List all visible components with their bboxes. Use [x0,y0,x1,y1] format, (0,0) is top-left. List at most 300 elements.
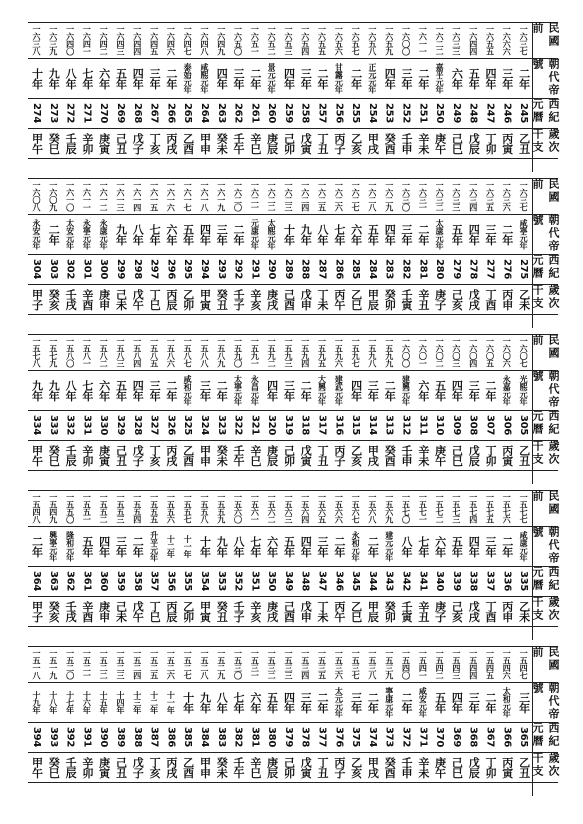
reign-year-cell [465,58,482,98]
ganzhi-cell [482,752,499,782]
minguo-year-text: 一五八九 [216,337,227,367]
minguo-year-text: 一五三二 [267,649,278,679]
ganzhi-cell [330,128,347,158]
reign-year-cell [45,682,62,722]
year-column [297,646,314,796]
reign-year-cell [112,370,129,410]
ad-year-cell [314,566,331,596]
minguo-year-text: 一五五七 [183,493,194,523]
ad-year-text: 281 [417,259,429,279]
minguo-year-cell [330,22,347,58]
reign-year-text: 二年 [232,223,246,245]
year-column [246,22,263,172]
ad-year-text: 284 [366,259,378,279]
reign-year-cell [246,370,263,410]
ganzhi-cell [414,128,431,158]
ad-year-cell [498,566,515,596]
ad-year-cell [196,566,213,596]
ganzhi-cell [45,284,62,314]
ad-year-cell [515,722,532,752]
ad-year-cell [78,410,95,440]
year-column [414,334,431,484]
reign-year-cell [162,214,179,254]
minguo-year-text: 一五八七 [183,337,194,367]
minguo-year-text: 一五六五 [317,493,328,523]
ganzhi-text: 丁卯 [484,444,497,466]
ad-year-text: 354 [198,571,210,591]
ganzhi-cell [196,596,213,626]
ad-year-text: 267 [148,103,160,123]
year-column [213,646,230,796]
ganzhi-cell [431,752,448,782]
year-column [28,22,45,172]
reign-year-text: 六年 [265,535,279,557]
header-label: 朝代帝號 [531,526,560,565]
ad-year-text: 375 [350,727,362,747]
ganzhi-cell [28,440,45,470]
ad-year-cell [414,566,431,596]
minguo-year-cell [95,22,112,58]
header-ad [532,722,558,752]
year-column [414,490,431,640]
ad-year-cell [196,410,213,440]
ad-year-text: 332 [64,415,76,435]
reign-year-cell [230,526,247,566]
ad-year-cell [431,98,448,128]
ganzhi-cell [330,596,347,626]
reign-year-text: 三年 [282,379,296,401]
ganzhi-text: 己巳 [450,444,464,466]
ad-year-cell [330,410,347,440]
ganzhi-text: 辛丑 [416,288,430,310]
year-column [230,178,247,328]
header-minguo [532,22,558,58]
ganzhi-text: 庚午 [433,756,447,778]
ad-year-text: 247 [484,103,496,123]
reign-year-cell [95,58,112,98]
minguo-year-text: 一五二六 [166,649,177,679]
ad-year-text: 384 [198,727,210,747]
minguo-year-text: 一六四一 [82,25,93,55]
reign-year-text: 升平元年 [149,531,160,561]
minguo-year-cell [398,22,415,58]
ganzhi-text: 乙巳 [349,600,363,622]
year-column [95,178,112,328]
minguo-year-text: 一五六四 [300,493,311,523]
reign-year-text: 十年 [181,691,195,713]
minguo-year-text: 一五二〇 [65,649,76,679]
minguo-year-cell [45,178,62,214]
ganzhi-text: 乙亥 [349,756,363,778]
reign-year-cell [95,526,112,566]
year-column [414,178,431,328]
reign-year-text: 六年 [97,379,111,401]
ganzhi-cell [431,128,448,158]
ad-year-text: 377 [316,727,328,747]
ganzhi-cell [162,284,179,314]
reign-year-text: 七年 [80,67,94,89]
year-column [146,490,163,640]
reign-year-text: 二年 [366,535,380,557]
minguo-year-text: 一五七九 [48,337,59,367]
ad-year-text: 326 [165,415,177,435]
ad-year-text: 334 [30,415,42,435]
ganzhi-text: 乙酉 [181,132,195,154]
minguo-year-cell [162,178,179,214]
header-reign [532,58,558,98]
minguo-year-text: 一五四三 [451,649,462,679]
year-column [280,22,297,172]
year-column [78,334,95,484]
ganzhi-cell [28,752,45,782]
minguo-year-cell [162,490,179,526]
ad-year-cell [465,98,482,128]
ganzhi-text: 丁亥 [148,132,162,154]
reign-year-cell [78,58,95,98]
minguo-year-text: 一六三一 [418,181,429,211]
ganzhi-text: 乙酉 [181,756,195,778]
minguo-year-text: 一五六〇 [233,493,244,523]
ganzhi-cell [62,596,79,626]
ganzhi-text: 丁酉 [484,600,497,622]
reign-year-text: 九年 [215,535,229,557]
ad-year-cell [230,410,247,440]
ganzhi-text: 戊申 [299,600,313,622]
minguo-year-cell [347,490,364,526]
ad-year-text: 333 [47,415,59,435]
ad-year-cell [381,566,398,596]
reign-year-text: 六年 [349,223,363,245]
reign-year-cell [398,682,415,722]
minguo-year-cell [448,22,465,58]
ganzhi-text: 壬子 [232,600,246,622]
ganzhi-cell [330,752,347,782]
year-column [146,22,163,172]
ad-year-text: 336 [501,571,513,591]
ganzhi-text: 癸巳 [47,444,61,466]
ad-year-cell [95,410,112,440]
year-column [381,646,398,796]
ganzhi-cell [179,752,196,782]
reign-year-cell [112,526,129,566]
ganzhi-cell [78,752,95,782]
ganzhi-text: 甲申 [198,132,212,154]
ganzhi-cell [213,284,230,314]
reign-year-text: 三年 [299,67,313,89]
reign-year-cell [414,58,431,98]
ganzhi-text: 丁未 [316,600,330,622]
ad-year-text: 382 [232,727,244,747]
reign-year-text: 八年 [316,223,330,245]
minguo-year-text: 一六〇二 [435,337,446,367]
header-label: 西紀元曆 [531,566,560,592]
year-column [162,22,179,172]
ad-year-text: 319 [282,415,294,435]
minguo-year-cell [280,178,297,214]
year-column [179,334,196,484]
ganzhi-text: 戊寅 [299,132,313,154]
ganzhi-text: 庚申 [97,600,111,622]
year-column [112,646,129,796]
ad-year-cell [62,254,79,284]
reign-year-cell [297,526,314,566]
year-column [280,178,297,328]
reign-year-cell [347,58,364,98]
minguo-year-text: 一六四三 [115,25,126,55]
reign-year-cell [62,58,79,98]
reign-year-cell [515,370,532,410]
ganzhi-text: 壬申 [400,132,414,154]
ganzhi-text: 戊子 [131,756,145,778]
ad-year-text: 311 [417,415,429,435]
reign-year-text: 二年 [332,535,346,557]
ganzhi-text: 辛亥 [248,288,262,310]
ad-year-text: 389 [114,727,126,747]
year-column [364,334,381,484]
ad-year-cell [347,566,364,596]
ad-year-text: 295 [182,259,194,279]
ganzhi-cell [62,128,79,158]
reign-year-text: 四年 [282,691,296,713]
ad-year-text: 330 [98,415,110,435]
year-column [398,178,415,328]
ad-year-cell [213,722,230,752]
ganzhi-cell [95,596,112,626]
ad-year-cell [78,98,95,128]
reign-year-cell [498,58,515,98]
ad-year-text: 305 [518,415,530,435]
ad-year-text: 374 [366,727,378,747]
ganzhi-text: 丁卯 [484,132,497,154]
reign-year-text: 甘露元年 [334,63,345,93]
ganzhi-text: 己未 [114,288,128,310]
minguo-year-text: 一五六七 [351,493,362,523]
ganzhi-text: 丙申 [500,288,514,310]
minguo-year-cell [314,490,331,526]
minguo-year-cell [129,490,146,526]
ad-year-cell [45,410,62,440]
minguo-year-cell [146,490,163,526]
ad-year-text: 325 [182,415,194,435]
year-column [330,490,347,640]
ganzhi-text: 己亥 [450,288,464,310]
reign-year-cell [330,526,347,566]
reign-year-cell [448,58,465,98]
year-column [263,646,280,796]
minguo-year-cell [482,178,499,214]
ad-year-text: 392 [64,727,76,747]
ganzhi-text: 己丑 [114,756,128,778]
header-reign [532,682,558,722]
year-column [414,22,431,172]
minguo-year-cell [263,22,280,58]
ad-year-text: 328 [131,415,143,435]
ganzhi-cell [515,752,532,782]
year-column [431,334,448,484]
reign-year-cell [280,682,297,722]
ad-year-text: 302 [64,259,76,279]
minguo-year-cell [246,646,263,682]
reign-year-cell [95,214,112,254]
ganzhi-cell [482,128,499,158]
minguo-year-cell [431,22,448,58]
reign-year-text: 五年 [433,379,447,401]
ganzhi-cell [78,284,95,314]
minguo-year-text: 一六〇一 [418,337,429,367]
ganzhi-text: 甲午 [30,756,44,778]
ganzhi-cell [162,752,179,782]
ad-year-cell [330,98,347,128]
ganzhi-text: 丙申 [500,600,514,622]
minguo-year-cell [330,646,347,682]
reign-year-cell [129,58,146,98]
ganzhi-cell [129,284,146,314]
ad-year-text: 348 [299,571,311,591]
minguo-year-text: 一六〇七 [519,337,530,367]
ganzhi-text: 丁亥 [148,756,162,778]
minguo-year-text: 一五五〇 [65,493,76,523]
ganzhi-cell [398,128,415,158]
ad-year-cell [129,98,146,128]
ad-year-cell [62,98,79,128]
ad-year-text: 394 [30,727,42,747]
reign-year-text: 三年 [232,67,246,89]
minguo-year-text: 一六二四 [300,181,311,211]
year-column [347,490,364,640]
reign-year-text: 九年 [30,379,44,401]
minguo-year-cell [146,334,163,370]
ganzhi-text: 甲子 [30,600,44,622]
reign-year-text: 三年 [148,379,162,401]
ad-year-cell [62,410,79,440]
minguo-year-cell [448,646,465,682]
minguo-year-cell [364,646,381,682]
reign-year-text: 太寧元年 [233,375,244,405]
year-column [448,334,465,484]
ganzhi-cell [246,284,263,314]
ganzhi-text: 己酉 [282,288,296,310]
reign-year-cell [297,58,314,98]
ad-year-text: 250 [434,103,446,123]
ad-year-cell [28,722,45,752]
minguo-year-text: 一五六九 [384,493,395,523]
reign-year-text: 正元元年 [367,63,378,93]
ganzhi-text: 壬午 [232,132,246,154]
reign-year-cell [162,682,179,722]
ad-year-text: 369 [450,727,462,747]
year-column [95,334,112,484]
ad-year-cell [112,98,129,128]
year-column [498,22,515,172]
ad-year-text: 322 [232,415,244,435]
year-column [465,178,482,328]
year-column [246,178,263,328]
year-column [381,178,398,328]
reign-year-cell [498,214,515,254]
reign-year-text: 八年 [400,535,414,557]
minguo-year-cell [230,334,247,370]
ganzhi-cell [314,284,331,314]
reign-year-text: 永寧元年 [82,219,93,249]
ganzhi-cell [330,440,347,470]
minguo-year-text: 一六〇〇 [401,25,412,55]
reign-year-cell [498,682,515,722]
minguo-year-cell [230,178,247,214]
year-column [129,178,146,328]
year-column [465,646,482,796]
year-column [347,22,364,172]
minguo-year-cell [179,646,196,682]
minguo-year-cell [330,178,347,214]
year-column [196,178,213,328]
reign-year-text: 三年 [400,223,414,245]
ad-year-cell [246,722,263,752]
ganzhi-cell [448,596,465,626]
ad-year-cell [398,410,415,440]
reign-year-text: 三年 [500,67,514,89]
year-column [515,334,532,484]
ganzhi-cell [28,596,45,626]
minguo-year-cell [414,22,431,58]
ganzhi-cell [162,440,179,470]
ad-year-text: 388 [131,727,143,747]
ad-year-cell [62,722,79,752]
minguo-year-text: 一六二〇 [233,181,244,211]
reign-year-cell [414,214,431,254]
ganzhi-text: 乙丑 [517,132,531,154]
reign-year-cell [78,526,95,566]
ad-year-cell [297,722,314,752]
year-column [246,334,263,484]
reign-year-text: 永嘉元年 [502,375,513,405]
ad-year-text: 347 [316,571,328,591]
ganzhi-text: 辛酉 [80,288,94,310]
ganzhi-text: 戊子 [131,444,145,466]
reign-year-text: 六年 [433,535,447,557]
reign-year-cell [230,682,247,722]
ganzhi-cell [431,284,448,314]
ad-year-cell [364,722,381,752]
minguo-year-text: 一五四六 [502,649,513,679]
ganzhi-text: 壬寅 [400,288,414,310]
year-column [62,178,79,328]
ad-year-text: 381 [249,727,261,747]
ad-year-text: 314 [366,415,378,435]
minguo-year-text: 一六三三 [451,25,462,55]
reign-year-text: 二年 [349,67,363,89]
minguo-year-cell [314,22,331,58]
reign-year-cell [112,58,129,98]
reign-year-text: 永安元年 [31,219,42,249]
ganzhi-cell [280,128,297,158]
ad-year-cell [498,722,515,752]
ad-year-text: 269 [114,103,126,123]
year-column [297,178,314,328]
ganzhi-text: 己未 [114,600,128,622]
reign-year-cell [246,214,263,254]
ad-year-text: 338 [467,571,479,591]
header-label: 西紀元曆 [531,98,560,124]
reign-year-text: 建興元年 [401,375,412,405]
ganzhi-text: 壬戌 [64,600,78,622]
minguo-year-cell [62,646,79,682]
ganzhi-cell [112,128,129,158]
ad-year-cell [112,722,129,752]
minguo-year-cell [280,646,297,682]
ad-year-text: 368 [467,727,479,747]
reign-year-text: 四年 [383,67,397,89]
header-ganzhi [532,596,558,626]
